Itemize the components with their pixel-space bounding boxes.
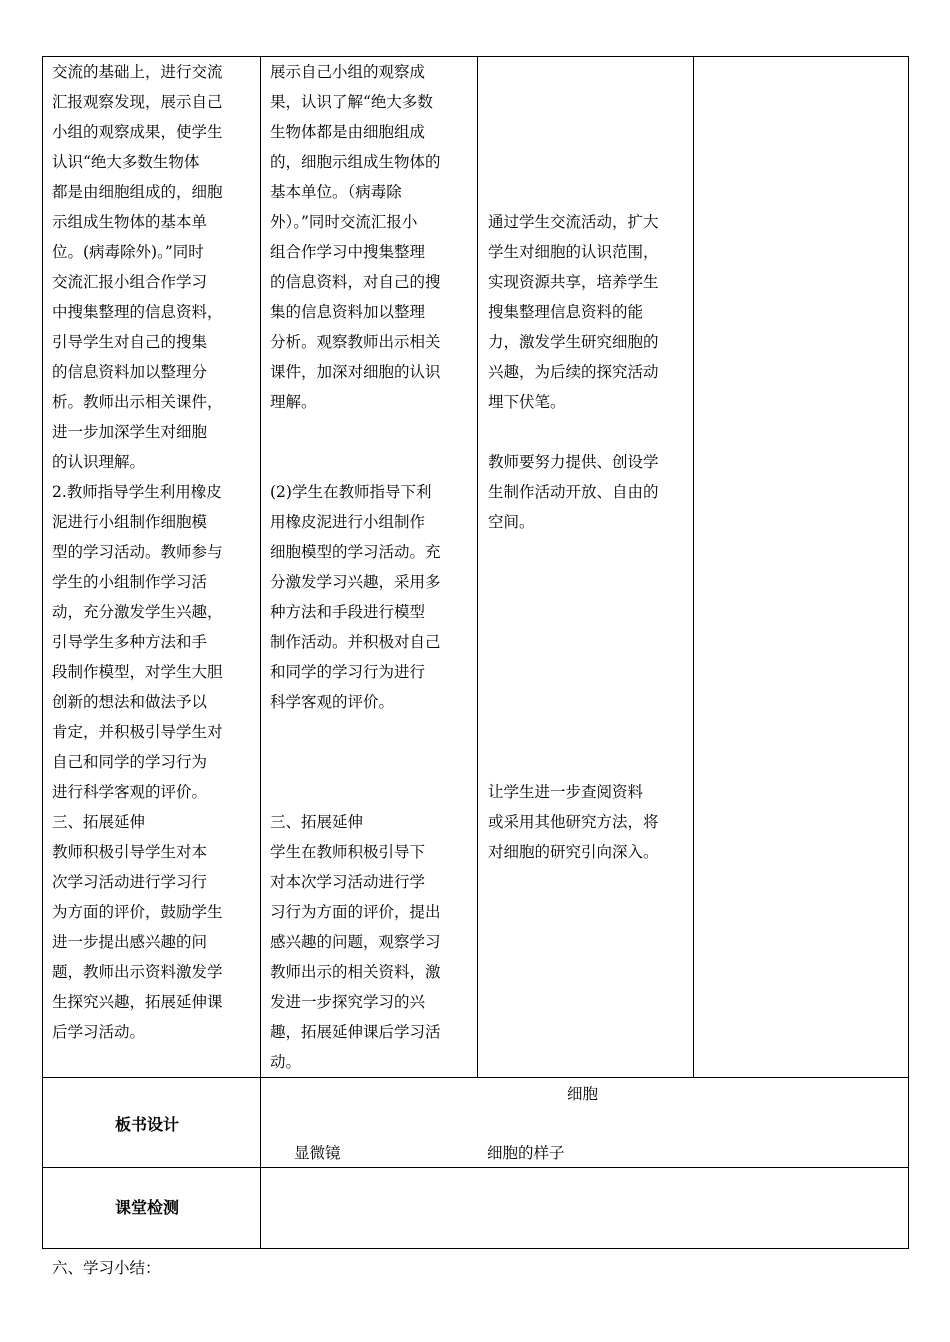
teacher-section-heading: 三、拓展延伸 [52, 813, 146, 831]
student-paragraph-3: 学生在教师积极引导下 对本次学习活动进行学 习行为方面的评价，提出 感兴趣的问题，观察学习 教师出示的相关资料，激 发进一步探究学习的兴 趣，拓展延伸课后学习活 动。 [270, 843, 441, 1071]
teacher-paragraph-1: 交流的基础上，进行交流 汇报观察发现，展示自己 小组的观察成果，使学生 认识“绝大多数生物体 都是由细胞组成的，细胞 示组成生物体的基本单 位。(病毒除外)。”同时 交流汇报小组合作学习 中搜集整理的信息资料， 引导学生对自己的搜集 的信息资料加以整理分 析。教师出示相关课件， 进一步加深学生对细胞 的认识理解。 [52, 63, 223, 471]
board-center-text: 细胞 [567, 1085, 599, 1103]
teacher-activity-cell [52, 57, 262, 1047]
intent-paragraph-2: 教师要努力提供、创设学 生制作活动开放、自由的 空间。 [488, 453, 659, 531]
table-border-bottom [42, 1248, 909, 1249]
student-paragraph-1: 展示自己小组的观察成 果，认识了解“绝大多数 生物体都是由细胞组成 的，细胞示组成生物体的 基本单位。（病毒除 外）。”同时交流汇报小 组合作学习中搜集整理 的信息资料，对自己的搜 集的信息资料加以整理 分析。观察教师出示相关 课件，加深对细胞的认识 理解。 [270, 63, 441, 411]
teacher-paragraph-3: 教师积极引导学生对本 次学习活动进行学习行 为方面的评价，鼓励学生 进一步提出感兴趣的问 题，教师出示资料激发学 生探究兴趣，拓展延伸课 后学习活动。 [52, 843, 223, 1041]
teacher-paragraph-2: 2.教师指导学生利用橡皮 泥进行小组制作细胞模 型的学习活动。教师参与 学生的小组制作学习活 动，充分激发学生兴趣， 引导学生多种方法和手 段制作模型，对学生大胆 创新的想法和做法予以 肯定，并积极引导学生对 自己和同学的学习行为 进行科学客观的评价。 [52, 483, 223, 801]
table-border-right [908, 56, 909, 1249]
student-activity-cell [270, 57, 480, 1077]
intent-paragraph-1: 通过学生交流活动，扩大 学生对细胞的认识范围， 实现资源共享，培养学生 搜集整理信息资料的能 力，激发学生研究细胞的 兴趣，为后续的探究活动 埋下伏笔。 [488, 213, 659, 411]
intent-paragraph-3: 让学生进一步查阅资料 或采用其他研究方法，将 对细胞的研究引向深入。 [488, 783, 659, 861]
table-border-left [42, 56, 43, 1249]
learning-summary-heading: 六、学习小结： [52, 1259, 161, 1277]
design-intent-cell [488, 207, 698, 867]
classroom-check-label: 课堂检测 [115, 1198, 180, 1217]
board-left-text: 显微镜 [294, 1144, 341, 1162]
board-right-text: 细胞的样子 [487, 1144, 565, 1162]
board-design-label: 板书设计 [115, 1115, 180, 1134]
row-divider-2 [42, 1167, 909, 1168]
student-section-heading: 三、拓展延伸 [270, 813, 364, 831]
row-divider-1 [42, 1077, 909, 1078]
student-paragraph-2: (2)学生在教师指导下利 用橡皮泥进行小组制作 细胞模型的学习活动。充 分激发学习兴趣，采用多 种方法和手段进行模型 制作活动。并积极对自己 和同学的学习行为进行 科学客观的评价。 [270, 483, 441, 711]
